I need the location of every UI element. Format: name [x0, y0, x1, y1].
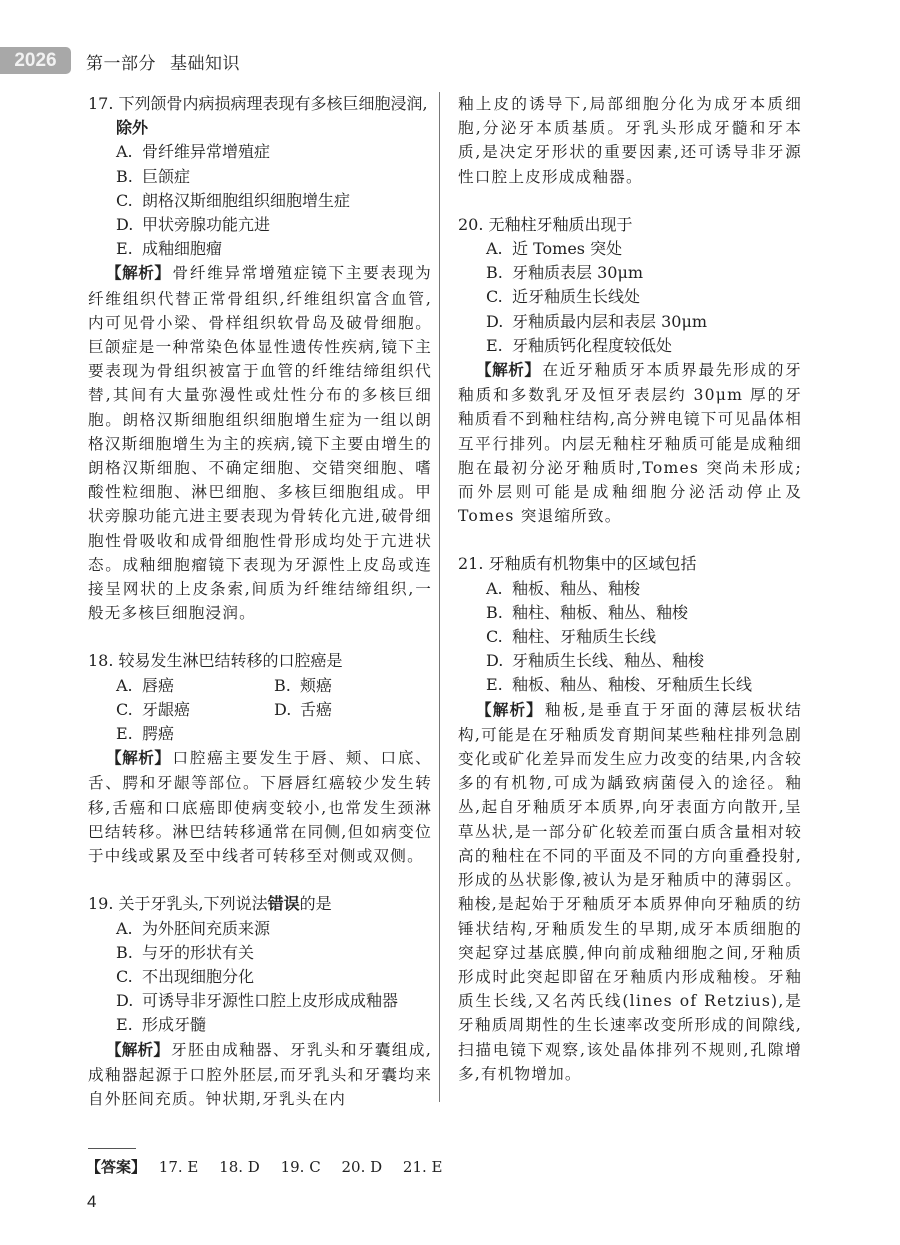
section-title: 基础知识	[170, 54, 240, 73]
part-title: 第一部分	[86, 54, 156, 73]
stem-text: 下列颌骨内病损病理表现有多核巨细胞浸润,	[118, 94, 428, 113]
option-text: 牙釉质钙化程度较低处	[512, 335, 673, 355]
option	[88, 722, 274, 746]
question-stem	[458, 552, 802, 576]
stem-text: 较易发生淋巴结转移的口腔癌是	[118, 651, 343, 671]
stem-tail: 的是	[299, 894, 332, 914]
option-text: 唇癌	[142, 675, 175, 695]
option	[88, 140, 432, 164]
option-text: 朗格汉斯细胞组织细胞增生症	[142, 190, 351, 210]
option	[88, 674, 274, 698]
option-letter: D.	[274, 699, 292, 719]
question-20	[458, 213, 802, 529]
stem-text: 关于牙乳头,下列说法	[118, 894, 268, 914]
explanation-tag: 【解析】	[106, 265, 171, 283]
running-header	[86, 49, 240, 74]
explanation-tag: 【解析】	[476, 362, 541, 380]
option	[88, 213, 432, 237]
option-letter: D.	[116, 991, 134, 1011]
question-17	[88, 92, 432, 625]
page-number: 4	[87, 1192, 97, 1211]
option-text: 巨颌症	[142, 166, 191, 186]
option-text: 近牙釉质生长线处	[512, 287, 641, 307]
question-stem	[88, 92, 432, 140]
option	[88, 965, 432, 989]
column-divider	[439, 92, 440, 1102]
answer-tag: 【答案】	[86, 1159, 147, 1176]
option-text: 骨纤维异常增殖症	[142, 142, 271, 162]
option	[88, 165, 432, 189]
option-text: 釉板、釉丛、釉梭	[512, 578, 641, 598]
option-letter: B.	[116, 942, 133, 962]
option	[274, 674, 432, 698]
option-letter: B.	[486, 602, 503, 622]
option-letter: D.	[486, 311, 504, 331]
option-letter: B.	[274, 675, 291, 695]
option-letter: E.	[116, 1015, 133, 1035]
option	[458, 334, 802, 358]
explanation-tag: 【解析】	[106, 750, 171, 768]
option	[88, 989, 432, 1013]
explanation-text: 口腔癌主要发生于唇、颊、口底、舌、腭和牙龈等部位。下唇唇红癌较少发生转移,舌癌和口底癌即使病变较小,也常发生颈淋巴结转移。淋巴结转移通常在同侧,但如病变位于中线或累及至中线者可转移至对侧或双侧。	[88, 749, 432, 866]
option-text: 腭癌	[142, 724, 175, 744]
explanation-tag: 【解析】	[476, 701, 543, 719]
option-text: 牙釉质最内层和表层 30μm	[512, 311, 708, 331]
question-number: 18.	[88, 651, 114, 671]
question-number: 20.	[458, 214, 484, 234]
question-stem	[458, 213, 802, 237]
answer-item: 20. D	[341, 1158, 383, 1176]
option-letter: C.	[486, 627, 503, 647]
option-letter: C.	[116, 699, 133, 719]
option-text: 牙釉质表层 30μm	[512, 263, 644, 283]
answer-item: 18. D	[219, 1158, 260, 1176]
option-letter: E.	[116, 724, 133, 744]
option-text: 颊癌	[300, 675, 333, 695]
explanation	[458, 698, 802, 1086]
option-letter: E.	[486, 675, 503, 695]
explanation	[88, 746, 432, 868]
option-text: 为外胚间充质来源	[142, 918, 271, 938]
option-text: 可诱导非牙源性口腔上皮形成成釉器	[142, 991, 399, 1011]
question-stem	[88, 649, 432, 673]
explanation-text: 釉板,是垂直于牙面的薄层板状结构,可能是在牙釉质发育期间某些釉柱排列急剧变化或矿化差异而发生应力改变的结果,内含较多的有机物,可成为龋致病菌侵入的途径。釉丛,起自牙釉质牙本质界,向牙表面方向散开,呈草丛状,是一部分矿化较差而蛋白质含量相对较高的釉柱在不同的平面及不同的方向重叠投射,形成的丛状影像,被认为是牙釉质中的薄弱区。釉梭,是起始于牙釉质牙本质界伸向牙釉质的纺锤状结构,牙釉质发生的早期,成牙本质细胞的突起穿过基底膜,伸向前成釉细胞之间,牙釉质形成时此突起即留在牙釉质内形成釉梭。牙釉质生长线,又名芮氏线(lines of Retzius),是牙釉质周期性的生长速率改变所形成的间隙线,扫描电镜下观察,该处晶体排列不规则,孔隙增多,有机物增加。	[458, 700, 802, 1083]
option	[88, 189, 432, 213]
option-text: 近 Tomes 突处	[512, 239, 623, 259]
option-text: 与牙的形状有关	[142, 942, 255, 962]
year-badge: 2026	[0, 47, 71, 74]
option-text: 形成牙髓	[142, 1015, 207, 1035]
explanation-tag: 【解析】	[106, 1041, 170, 1059]
option-letter: B.	[486, 263, 503, 283]
question-21	[458, 552, 802, 1085]
question-number: 17.	[88, 94, 114, 113]
answer-key	[86, 1156, 459, 1177]
explanation-text: 牙胚由成釉器、牙乳头和牙囊组成,成釉器起源于口腔外胚层,而牙乳头和牙囊均来自外胚间充质。钟状期,牙乳头在内	[88, 1040, 432, 1108]
answer-item: 21. E	[402, 1158, 443, 1176]
option-text: 不出现细胞分化	[142, 966, 255, 986]
answer-rule	[88, 1148, 136, 1149]
stem-emphasis: 错误	[267, 894, 300, 914]
option	[458, 261, 802, 285]
option-text: 釉柱、牙釉质生长线	[512, 627, 657, 647]
option-letter: C.	[116, 190, 133, 210]
stem-text: 牙釉质有机物集中的区域包括	[488, 554, 697, 574]
option	[458, 285, 802, 309]
explanation	[458, 358, 802, 528]
stem-emphasis: 除外	[116, 118, 149, 138]
explanation	[88, 261, 432, 625]
option-text: 舌癌	[300, 699, 333, 719]
explanation	[88, 1038, 432, 1112]
option	[458, 625, 802, 649]
option-text: 釉板、釉丛、釉梭、牙釉质生长线	[512, 675, 753, 695]
option	[88, 237, 432, 261]
option-letter: A.	[486, 239, 503, 259]
option-text: 成釉细胞瘤	[142, 239, 223, 259]
option	[274, 698, 432, 722]
explanation-text: 骨纤维异常增殖症镜下主要表现为纤维组织代替正常骨组织,纤维组织富含血管,内可见骨小梁、骨样组织软骨岛及破骨细胞。巨颌症是一种常染色体显性遗传性疾病,镜下主要表现为骨组织被富于血管的纤维结缔组织代替,其间有大量弥漫性或灶性分布的多核巨细胞。朗格汉斯细胞组织细胞增生症为一组以朗格汉斯细胞增生为主的疾病,镜下主要由增生的朗格汉斯细胞、不确定细胞、交错突细胞、嗜酸性粒细胞、淋巴细胞、多核巨细胞组成。甲状旁腺功能亢进主要表现为骨转化亢进,破骨细胞性骨吸收和成骨细胞性骨形成均处于亢进状态。成釉细胞瘤镜下表现为牙源性上皮岛或连接呈网状的上皮条索,间质为纤维结缔组织,一般无多核巨细胞浸润。	[88, 264, 432, 623]
option	[458, 649, 802, 673]
option	[88, 917, 432, 941]
stem-text: 无釉柱牙釉质出现于	[488, 214, 633, 234]
option	[88, 698, 274, 722]
option-letter: D.	[116, 215, 134, 235]
option-text: 牙釉质生长线、釉丛、釉梭	[512, 651, 705, 671]
options-grid	[88, 674, 432, 747]
option-text: 牙龈癌	[142, 699, 191, 719]
option	[458, 577, 802, 601]
question-stem	[88, 892, 432, 916]
question-18	[88, 649, 432, 868]
option	[88, 1013, 432, 1037]
option-letter: C.	[486, 287, 503, 307]
answer-item: 17. E	[158, 1158, 199, 1176]
explanation-text: 在近牙釉质牙本质界最先形成的牙釉质和多数乳牙及恒牙表层约 30μm 厚的牙釉质看不到釉柱结构,高分辨电镜下可见晶体相互平行排列。内层无釉柱牙釉质可能是成釉细胞在最初分泌牙釉质时,Tomes 突尚未形成;而外层则可能是成釉细胞分泌活动停止及 Tomes 突退缩所致。	[458, 361, 802, 526]
option-letter: B.	[116, 166, 133, 186]
option-letter: A.	[116, 918, 133, 938]
question-number: 21.	[458, 554, 484, 574]
question-19	[88, 892, 432, 1111]
option-letter: C.	[116, 966, 133, 986]
option-letter: E.	[486, 335, 503, 355]
option	[458, 601, 802, 625]
option-letter: D.	[486, 651, 504, 671]
option-letter: A.	[116, 675, 133, 695]
question-19-continued	[458, 92, 802, 189]
option-text: 甲状旁腺功能亢进	[142, 215, 271, 235]
question-number: 19.	[88, 894, 114, 914]
option-letter: A.	[116, 142, 133, 162]
right-column	[458, 92, 802, 1110]
left-column	[88, 92, 432, 1135]
explanation-continued: 釉上皮的诱导下,局部细胞分化为成牙本质细胞,分泌牙本质基质。牙乳头形成牙髓和牙本质,是决定牙形状的重要因素,还可诱导非牙源性口腔上皮形成成釉器。	[458, 95, 802, 186]
option-letter: A.	[486, 578, 503, 598]
option	[458, 673, 802, 697]
option	[458, 310, 802, 334]
option-text: 釉柱、釉板、釉丛、釉梭	[512, 602, 689, 622]
answer-item: 19. C	[280, 1158, 321, 1176]
option-letter: E.	[116, 239, 133, 259]
option	[88, 941, 432, 965]
option	[458, 237, 802, 261]
